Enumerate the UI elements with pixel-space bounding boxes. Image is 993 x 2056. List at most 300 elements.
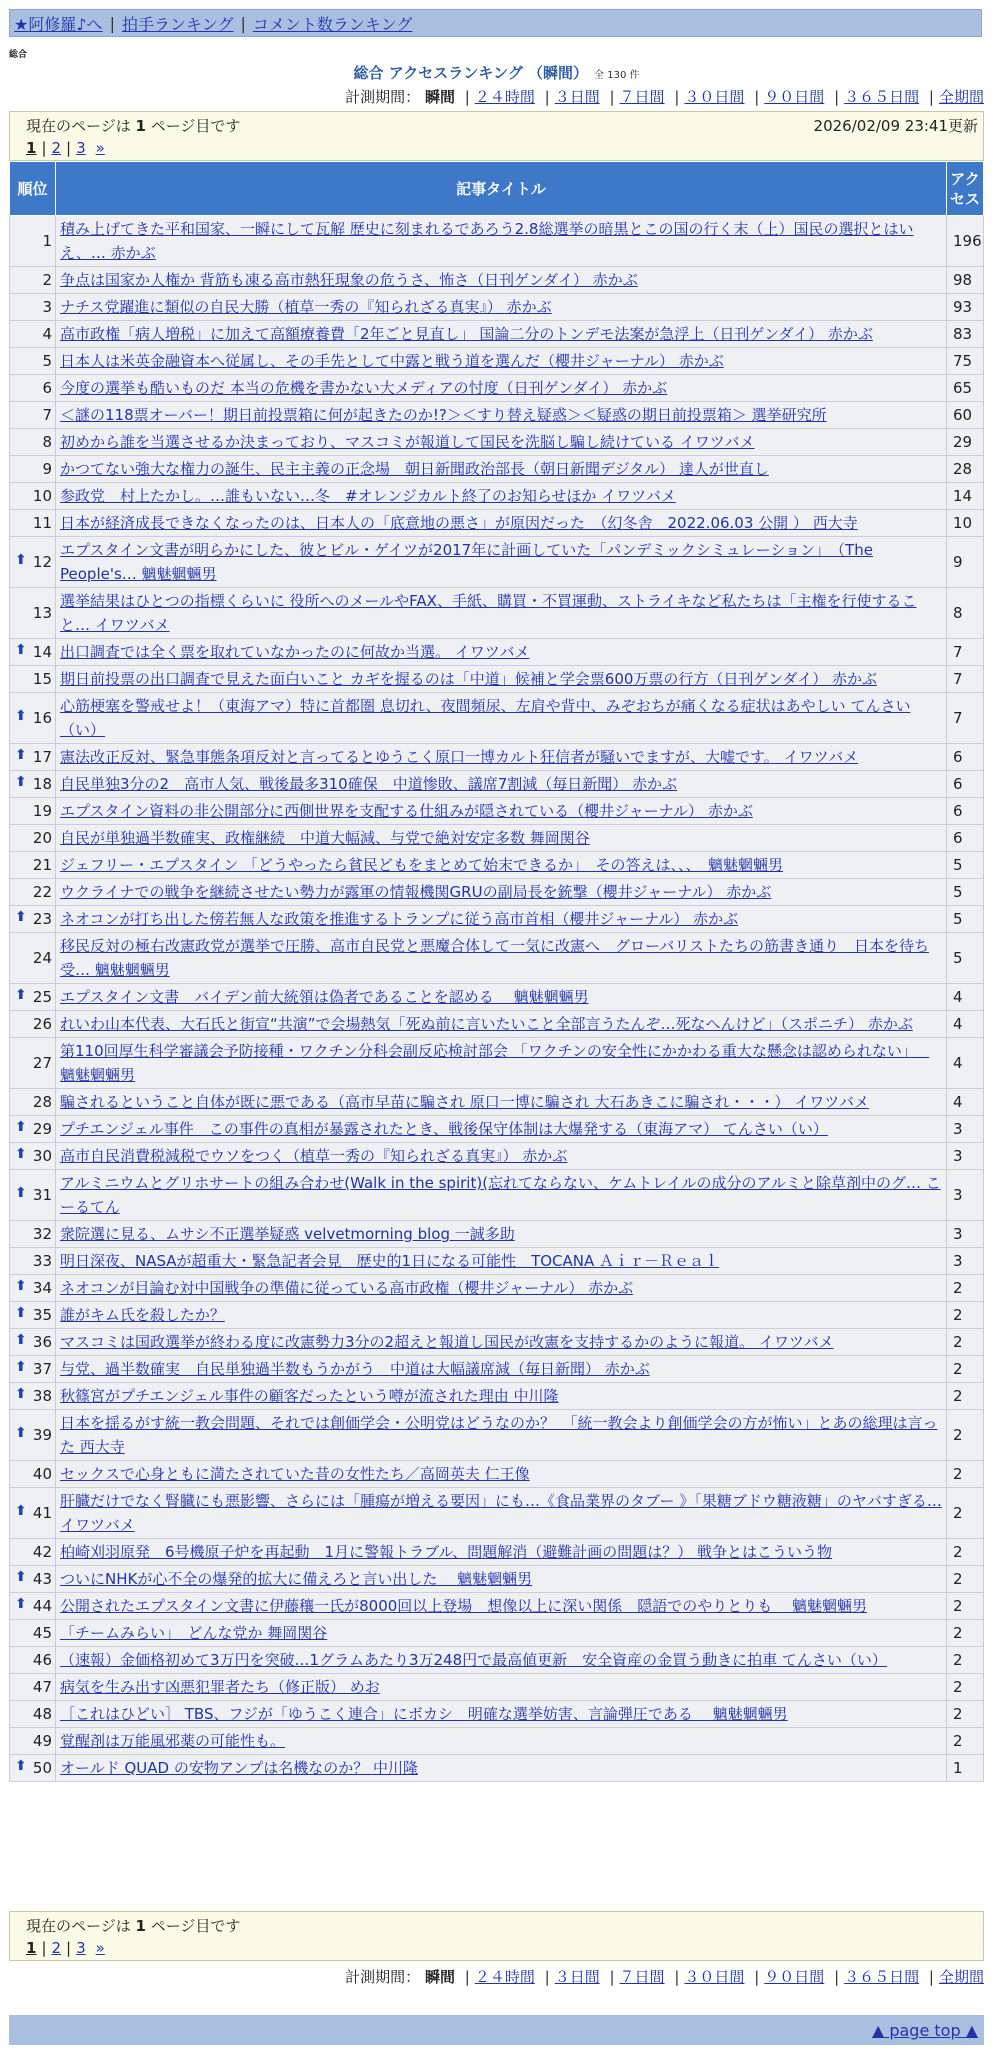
article-title-link[interactable]: 明日深夜、NASAが超重大・緊急記者会見 歴史的1日になる可能性 TOCANA Ａｉｒ－Ｒｅａｌ [60, 1252, 720, 1270]
title-cell [56, 216, 947, 267]
table-row [10, 1383, 984, 1410]
rank-cell [10, 1488, 56, 1539]
rank-number: 18 [32, 775, 52, 793]
table-row [10, 1620, 984, 1647]
access-count: 2 [947, 1674, 984, 1701]
article-title-link[interactable]: 日本が経済成長できなくなったのは、日本人の「底意地の悪さ」が原因だった （幻冬舎 2022.06.03 公開 ） 西大寺 [60, 514, 858, 532]
article-title-link[interactable]: 積み上げてきた平和国家、一瞬にして瓦解 歴史に刻まれるであろう2.8総選挙の暗黒とこの国の行く末（上）国民の選択とはいえ、… 赤かぶ [60, 220, 914, 262]
rank-number: 20 [32, 829, 52, 847]
rank-number: 24 [32, 949, 52, 967]
access-count: 65 [947, 375, 984, 402]
access-count: 5 [947, 852, 984, 879]
rank-cell [10, 1116, 56, 1143]
article-title-link[interactable]: 今度の選挙も酷いものだ 本当の危機を書かない大メディアの忖度（日刊ゲンダイ） 赤かぶ [60, 379, 668, 397]
up-arrow-icon: ⬆ [15, 1596, 27, 1612]
table-row [10, 825, 984, 852]
rank-number: 13 [32, 604, 52, 622]
article-title-link[interactable]: ネオコンが打ち出した傍若無人な政策を推進するトランプに従う高市首相（櫻井ジャーナル） 赤かぶ [60, 910, 739, 928]
access-count: 2 [947, 1275, 984, 1302]
nav-separator: | [109, 13, 115, 33]
rank-number: 9 [42, 460, 52, 478]
article-title-link[interactable]: 秋篠宮がプチエンジェル事件の顧客だったという噂が流された理由 中川隆 [60, 1387, 559, 1405]
access-count: 2 [947, 1302, 984, 1329]
table-row [10, 1410, 984, 1461]
up-arrow-icon: ⬆ [15, 1305, 27, 1321]
rank-cell [10, 1143, 56, 1170]
access-count: 2 [947, 1383, 984, 1410]
access-count: 6 [947, 825, 984, 852]
rank-number: 40 [32, 1465, 52, 1483]
table-row [10, 1221, 984, 1248]
rank-number: 29 [32, 1120, 52, 1138]
footer-bar [9, 2015, 984, 2045]
access-count: 10 [947, 510, 984, 537]
article-title-link[interactable]: ＜謎の118票オーバー！期日前投票箱に何が起きたのか!?＞＜すり替え疑惑＞＜疑惑の期日前投票箱＞ 選挙研究所 [60, 406, 827, 424]
rank-number: 43 [32, 1570, 52, 1588]
title-cell [56, 483, 947, 510]
rank-cell [10, 321, 56, 348]
article-title-link[interactable]: ナチス党躍進に類似の自民大勝（植草一秀の『知られざる真実』） 赤かぶ [60, 298, 552, 316]
rank-cell [10, 639, 56, 666]
article-title-link[interactable]: プチエンジェル事件 この事件の真相が暴露されたとき、戦後保守体制は大爆発する（東海アマ） てんさい（い） [60, 1120, 828, 1138]
period-option-365d[interactable]: ３６５日間 [844, 88, 920, 106]
table-row [10, 267, 984, 294]
title-cell [56, 1566, 947, 1593]
access-count: 3 [947, 1116, 984, 1143]
article-title-link[interactable]: 参政党 村上たかし。…誰もいない…冬 #オレンジカルト終了のお知らせほか イワツバメ [60, 487, 676, 505]
article-title-link[interactable]: ジェフリー・エプスタイン 「どうやったら貧民どもをまとめて始末できるか」 その答えは、、、 魑魅魍魎男 [60, 856, 783, 874]
access-count: 2 [947, 1620, 984, 1647]
rank-cell [10, 348, 56, 375]
rank-cell [10, 1089, 56, 1116]
access-count: 4 [947, 984, 984, 1011]
period-option-90d[interactable]: ９０日間 [764, 1968, 825, 1986]
title-cell [56, 1647, 947, 1674]
table-row [10, 798, 984, 825]
rank-number: 39 [32, 1426, 52, 1444]
article-title-link[interactable]: 心筋梗塞を警戒せよ！（東海アマ）特に首都圏 息切れ、夜間頻尿、左肩や背中、みぞおちが痛くなる症状はあやしい てんさい（い） [60, 697, 911, 739]
rank-number: 33 [32, 1252, 52, 1270]
rank-cell [10, 1566, 56, 1593]
page-link-3[interactable]: 3 [76, 1939, 86, 1957]
title-cell [56, 933, 947, 984]
period-option-3d[interactable]: ３日間 [554, 88, 600, 106]
title-cell [56, 1701, 947, 1728]
updated-timestamp: 2026/02/09 23:41更新 [813, 117, 978, 135]
table-row [10, 402, 984, 429]
article-title-link[interactable]: 第110回厚生科学審議会予防接種・ワクチン分科会副反応検討部会 「ワクチンの安全性にかかわる重大な懸念は認められない」 魑魅魍魎男 [60, 1042, 930, 1084]
table-row [10, 588, 984, 639]
title-cell [56, 1620, 947, 1647]
article-title-link[interactable]: 期日前投票の出口調査で見えた面白いこと カギを握るのは「中道」候補と学会票600万票の行方（日刊ゲンダイ） 赤かぶ [60, 670, 877, 688]
table-row [10, 321, 984, 348]
table-row [10, 771, 984, 798]
rank-cell [10, 1356, 56, 1383]
access-count: 2 [947, 1539, 984, 1566]
rank-cell [10, 483, 56, 510]
page-link-2[interactable]: 2 [51, 1939, 62, 1957]
article-title-link[interactable]: 覚醒剤は万能風邪薬の可能性も。 [60, 1732, 286, 1750]
article-title-link[interactable]: セックスで心身ともに満たされていた昔の女性たち／高岡英夫 仁王像 [60, 1465, 530, 1483]
up-arrow-icon: ⬆ [15, 1332, 27, 1348]
rank-cell [10, 771, 56, 798]
title-cell [56, 798, 947, 825]
article-title-link[interactable]: マスコミは国政選挙が終わる度に改憲勢力3分の2超えと報道し国民が改憲を支持するかのように報道。 イワツバメ [60, 1333, 834, 1351]
access-count: 60 [947, 402, 984, 429]
ranking-rows [10, 216, 984, 1782]
article-title-link[interactable]: エプスタイン文書 バイデン前大統領は偽者であることを認める 魑魅魍魎男 [60, 988, 589, 1006]
nav-comment-ranking-link[interactable]: コメント数ランキング [252, 14, 413, 34]
rank-number: 12 [32, 553, 52, 571]
rank-number: 11 [32, 514, 52, 532]
access-count: 9 [947, 537, 984, 588]
access-count: 3 [947, 1170, 984, 1221]
table-row [10, 294, 984, 321]
article-title-link[interactable]: エプスタイン資料の非公開部分に西側世界を支配する仕組みが隠されている（櫻井ジャーナル） 赤かぶ [60, 802, 753, 820]
article-title-link[interactable]: れいわ山本代表、大石氏と街宣“共演”で会場熱気「死ぬ前に言いたいこと全部言うたんぞ…死なへんけど」（スポニチ） 赤かぶ [60, 1015, 913, 1033]
rank-number: 47 [32, 1678, 52, 1696]
article-title-link[interactable]: 自民が単独過半数確実、政権継続 中道大幅減、与党で絶対安定多数 舞岡関谷 [60, 829, 590, 847]
page-title [0, 62, 993, 83]
rank-number: 1 [42, 232, 52, 250]
period-option-24h[interactable]: ２４時間 [474, 1968, 535, 1986]
up-arrow-icon: ⬆ [15, 1569, 27, 1585]
rank-cell [10, 402, 56, 429]
rank-number: 25 [32, 988, 52, 1006]
title-cell [56, 771, 947, 798]
rank-cell [10, 1620, 56, 1647]
title-column-header: 記事タイトル [56, 162, 947, 216]
table-row [10, 906, 984, 933]
rank-cell [10, 1221, 56, 1248]
rank-cell [10, 1539, 56, 1566]
rank-cell [10, 1383, 56, 1410]
rank-cell [10, 456, 56, 483]
title-cell [56, 1539, 947, 1566]
rank-number: 31 [32, 1186, 52, 1204]
rank-number: 21 [32, 856, 52, 874]
period-selector-top: 計測期間： 瞬間 | ２４時間 | ３日間 | ７日間 | ３０日間 | ９０日間 | ３６５日間 | 全期間 [345, 88, 984, 106]
access-count: 2 [947, 1566, 984, 1593]
top-nav [9, 9, 982, 37]
rank-cell [10, 744, 56, 771]
title-cell [56, 588, 947, 639]
table-row [10, 1566, 984, 1593]
article-title-link[interactable]: アルミニウムとグリホサートの組み合わせ(Walk in the spirit)(忘れてならない、ケムトレイルの成分のアルミと除草剤中のグ… こーるてん [60, 1174, 941, 1216]
title-cell [56, 456, 947, 483]
up-arrow-icon: ⬆ [15, 1386, 27, 1402]
table-row [10, 510, 984, 537]
page-links: 1 | 2 | 3 » [26, 139, 105, 157]
access-count: 2 [947, 1647, 984, 1674]
table-row [10, 1248, 984, 1275]
rank-cell [10, 537, 56, 588]
table-row [10, 375, 984, 402]
rank-cell [10, 1593, 56, 1620]
period-label: 計測期間： [345, 88, 421, 106]
rank-number: 27 [32, 1054, 52, 1072]
article-title-link[interactable]: 柏崎刈羽原発 6号機原子炉を再起動 1月に警報トラブル、問題解消（避難計画の問題は？） 戦争とはこういう物 [60, 1543, 833, 1561]
article-title-link[interactable]: ［これはひどい］ TBS、フジが「ゆうこく連合」にボカシ 明確な選挙妨害、言論弾圧である 魑魅魍魎男 [60, 1705, 788, 1723]
rank-number: 16 [32, 709, 52, 727]
title-cell [56, 1221, 947, 1248]
ranking-table [9, 161, 984, 1782]
access-count: 6 [947, 744, 984, 771]
title-cell [56, 1674, 947, 1701]
article-title-link[interactable]: 出口調査では全く票を取れていなかったのに何故か当選。 イワツバメ [60, 643, 530, 661]
pager-bottom [9, 1911, 984, 1961]
up-arrow-icon: ⬆ [15, 1278, 27, 1294]
table-row [10, 1329, 984, 1356]
rank-number: 44 [32, 1597, 52, 1615]
rank-number: 2 [42, 271, 52, 289]
pager-top [9, 111, 984, 161]
article-title-link[interactable]: 日本を揺るがす統一教会問題、それでは創価学会・公明党はどうなのか？ 「統一教会より創価学会の方が怖い」とあの総理は言った 西大寺 [60, 1414, 938, 1456]
page-link-current: 1 [26, 1939, 37, 1957]
page-next-link[interactable]: » [95, 1939, 105, 1957]
access-count: 14 [947, 483, 984, 510]
title-cell [56, 1170, 947, 1221]
period-option-3d[interactable]: ３日間 [554, 1968, 600, 1986]
article-title-link[interactable]: 「チームみらい」 どんな党か 舞岡関谷 [60, 1624, 328, 1642]
rank-number: 38 [32, 1387, 52, 1405]
access-count: 6 [947, 798, 984, 825]
article-title-link[interactable]: 日本人は米英金融資本へ従属し、その手先として中露と戦う道を選んだ（櫻井ジャーナル） 赤かぶ [60, 352, 724, 370]
table-row [10, 693, 984, 744]
table-row [10, 483, 984, 510]
title-cell [56, 402, 947, 429]
table-row [10, 429, 984, 456]
access-count: 29 [947, 429, 984, 456]
nav-applause-ranking-link[interactable]: 拍手ランキング [121, 14, 234, 34]
rank-number: 35 [32, 1306, 52, 1324]
article-title-link[interactable]: ネオコンが目論む対中国戦争の準備に従っている高市政権（櫻井ジャーナル） 赤かぶ [60, 1279, 634, 1297]
article-title-link[interactable]: 与党、過半数確実 自民単独過半数もうかがう 中道は大幅議席減（毎日新聞） 赤かぶ [60, 1360, 650, 1378]
title-cell [56, 825, 947, 852]
article-title-link[interactable]: 移民反対の極右改憲政党が選挙で圧勝、高市自民党と悪魔合体して一気に改憲へ グローバリストたちの筋書き通り 日本を待ち受… 魑魅魍魎男 [60, 937, 929, 979]
table-row [10, 744, 984, 771]
table-row [10, 639, 984, 666]
rank-cell [10, 693, 56, 744]
period-option-24h[interactable]: ２４時間 [474, 88, 535, 106]
access-count: 2 [947, 1410, 984, 1461]
rank-column-header: 順位 [10, 162, 56, 216]
page-link-2[interactable]: 2 [51, 139, 62, 157]
rank-number: 22 [32, 883, 52, 901]
rank-cell [10, 879, 56, 906]
title-cell [56, 906, 947, 933]
rank-cell [10, 1410, 56, 1461]
period-option-90d[interactable]: ９０日間 [764, 88, 825, 106]
article-title-link[interactable]: エプスタイン文書が明らかにした、彼とビル・ゲイツが2017年に計画していた「パンデミックシミュレーション」 （The People's… 魑魅魍魎男 [60, 541, 873, 583]
rank-number: 3 [42, 298, 52, 316]
article-title-link[interactable]: 高市自民消費税減税でウソをつく（植草一秀の『知られざる真実』） 赤かぶ [60, 1147, 568, 1165]
up-arrow-icon: ⬆ [15, 1758, 27, 1774]
page-link-current: 1 [26, 139, 37, 157]
rank-number: 14 [32, 643, 52, 661]
rank-cell [10, 1728, 56, 1755]
nav-home-link[interactable]: ★阿修羅♪へ [14, 14, 103, 34]
article-title-link[interactable]: 肝臓だけでなく腎臓にも悪影響、さらには「腫瘍が増える要因」にも…《食品業界のタブー 》「果糖ブドウ糖液糖」のヤバすぎる… イワツバメ [60, 1492, 942, 1534]
access-count: 2 [947, 1593, 984, 1620]
rank-cell [10, 1755, 56, 1782]
rank-cell [10, 798, 56, 825]
rank-number: 15 [32, 670, 52, 688]
access-count: 2 [947, 1488, 984, 1539]
article-title-link[interactable]: 初めから誰を当選させるか決まっており、マスコミが報道して国民を洗脳し騙し続けている イワツバメ [60, 433, 755, 451]
article-title-link[interactable]: ウクライナでの戦争を継続させたい勢力が露軍の情報機関GRUの副局長を銃撃（櫻井ジャーナル） 赤かぶ [60, 883, 772, 901]
article-title-link[interactable]: 選挙結果はひとつの指標くらいに 役所へのメールやFAX、手紙、購買・不買運動、ストライキなど私たちは「主権を行使すること… イワツバメ [60, 592, 917, 634]
current-page-text: 現在のページは 1 ページ目です [26, 117, 241, 135]
page-top-link[interactable]: ▲ page top ▲ [871, 2021, 978, 2040]
rank-number: 36 [32, 1333, 52, 1351]
title-cell [56, 693, 947, 744]
access-count: 5 [947, 906, 984, 933]
period-option-7d[interactable]: ７日間 [619, 88, 665, 106]
title-cell [56, 1011, 947, 1038]
nav-separator: | [240, 13, 246, 33]
title-cell [56, 639, 947, 666]
rank-number: 4 [42, 325, 52, 343]
article-title-link[interactable]: 争点は国家か人権か 背筋も凍る高市熱狂現象の危うさ、怖さ（日刊ゲンダイ） 赤かぶ [60, 271, 638, 289]
title-cell [56, 666, 947, 693]
table-row [10, 1038, 984, 1089]
rank-number: 41 [32, 1504, 52, 1522]
page-link-3[interactable]: 3 [76, 139, 86, 157]
title-cell [56, 1488, 947, 1539]
table-row [10, 1170, 984, 1221]
title-cell [56, 744, 947, 771]
rank-cell [10, 510, 56, 537]
page-links: 1 | 2 | 3 » [26, 1939, 105, 1957]
period-option-all[interactable]: 全期間 [938, 88, 984, 106]
up-arrow-icon: ⬆ [15, 1425, 27, 1441]
table-row [10, 666, 984, 693]
table-row [10, 1089, 984, 1116]
article-title-link[interactable]: 誰がキム氏を殺したか？ [60, 1306, 225, 1324]
table-row [10, 1143, 984, 1170]
title-cell [56, 267, 947, 294]
title-cell [56, 1728, 947, 1755]
table-row [10, 348, 984, 375]
article-title-link[interactable]: 高市政権「病人増税」に加えて高額療養費「2年ごと見直し」 国論二分のトンデモ法案が急浮上（日刊ゲンダイ） 赤かぶ [60, 325, 873, 343]
access-count: 7 [947, 639, 984, 666]
up-arrow-icon: ⬆ [15, 1146, 27, 1162]
table-row [10, 1755, 984, 1782]
period-option-7d[interactable]: ７日間 [619, 1968, 665, 1986]
rank-cell [10, 1674, 56, 1701]
up-arrow-icon: ⬆ [15, 987, 27, 1003]
up-arrow-icon: ⬆ [15, 552, 27, 568]
up-arrow-icon: ⬆ [15, 1185, 27, 1201]
title-cell [56, 510, 947, 537]
rank-cell [10, 1302, 56, 1329]
access-count: 75 [947, 348, 984, 375]
current-page-number: 1 [135, 117, 146, 135]
title-cell [56, 294, 947, 321]
current-page-number: 1 [135, 1917, 146, 1935]
up-arrow-icon: ⬆ [15, 774, 27, 790]
title-cell [56, 1143, 947, 1170]
article-title-link[interactable]: 公開されたエプスタイン文書に伊藤穰一氏が8000回以上登場 想像以上に深い関係 隠語でのやりとりも 魑魅魍魎男 [60, 1597, 868, 1615]
article-title-link[interactable]: 衆院選に見る、ムサシ不正選挙疑惑 velvetmorning blog 一誠多助 [60, 1225, 515, 1243]
up-arrow-icon: ⬆ [15, 1359, 27, 1375]
access-count: 2 [947, 1728, 984, 1755]
access-count: 3 [947, 1221, 984, 1248]
rank-number: 42 [32, 1543, 52, 1561]
page-title-text: 総合 アクセスランキング （瞬間） [353, 64, 589, 82]
rank-number: 5 [42, 352, 52, 370]
access-count: 1 [947, 1755, 984, 1782]
rank-cell [10, 267, 56, 294]
rank-number: 17 [32, 748, 52, 766]
title-cell [56, 879, 947, 906]
period-option-30d[interactable]: ３０日間 [684, 88, 745, 106]
title-cell [56, 1089, 947, 1116]
title-cell [56, 1755, 947, 1782]
page-next-link[interactable]: » [95, 139, 105, 157]
period-current: 瞬間 [424, 1968, 455, 1986]
rank-cell [10, 588, 56, 639]
article-title-link[interactable]: （速報）金価格初めて3万円を突破…1グラムあたり3万248円で最高値更新 安全資産の金買う動きに拍車 てんさい（い） [60, 1651, 887, 1669]
table-row [10, 216, 984, 267]
up-arrow-icon: ⬆ [15, 909, 27, 925]
table-row [10, 1647, 984, 1674]
access-count: 7 [947, 666, 984, 693]
rank-number: 26 [32, 1015, 52, 1033]
period-option-365d[interactable]: ３６５日間 [844, 1968, 920, 1986]
title-cell [56, 1275, 947, 1302]
article-title-link[interactable]: 騙されるということ自体が既に悪である（高市早苗に騙され 原口一博に騙され 大石あきこに騙され・・・） イワツバメ [60, 1093, 870, 1111]
title-cell [56, 1116, 947, 1143]
period-option-all[interactable]: 全期間 [938, 1968, 984, 1986]
table-row [10, 537, 984, 588]
period-option-30d[interactable]: ３０日間 [684, 1968, 745, 1986]
rank-cell [10, 1248, 56, 1275]
table-row [10, 1116, 984, 1143]
rank-cell [10, 1329, 56, 1356]
article-title-link[interactable]: 自民単独3分の2 高市人気、戦後最多310確保 中道惨敗、議席7割減（毎日新聞） 赤かぶ [60, 775, 678, 793]
article-title-link[interactable]: オールド QUAD の安物アンプは名機なのか？ 中川隆 [60, 1759, 419, 1777]
title-cell [56, 1356, 947, 1383]
title-cell [56, 429, 947, 456]
page-label: 総合 [9, 50, 28, 60]
rank-cell [10, 375, 56, 402]
article-title-link[interactable]: かつてない強大な権力の誕生、民主主義の正念場 朝日新聞政治部長（朝日新聞デジタル） 達人が世直し [60, 460, 769, 478]
rank-cell [10, 984, 56, 1011]
rank-cell [10, 294, 56, 321]
article-title-link[interactable]: 病気を生み出す凶悪犯罪者たち（修正版） めお [60, 1678, 380, 1696]
rank-number: 48 [32, 1705, 52, 1723]
article-title-link[interactable]: 憲法改正反対、緊急事態条項反対と言ってるとゆうこく原口一博カルト狂信者が騒いでますが、大嘘です。 イワツバメ [60, 748, 859, 766]
title-cell [56, 537, 947, 588]
rank-number: 8 [42, 433, 52, 451]
title-cell [56, 348, 947, 375]
access-count: 83 [947, 321, 984, 348]
rank-number: 32 [32, 1225, 52, 1243]
access-count: 2 [947, 1329, 984, 1356]
title-cell [56, 1593, 947, 1620]
rank-cell [10, 933, 56, 984]
article-title-link[interactable]: ついにNHKが心不全の爆発的拡大に備えろと言い出した 魑魅魍魎男 [60, 1570, 533, 1588]
title-cell [56, 852, 947, 879]
table-row [10, 1302, 984, 1329]
rank-cell [10, 429, 56, 456]
rank-cell [10, 1170, 56, 1221]
table-row [10, 1701, 984, 1728]
access-count: 28 [947, 456, 984, 483]
access-count: 2 [947, 1356, 984, 1383]
